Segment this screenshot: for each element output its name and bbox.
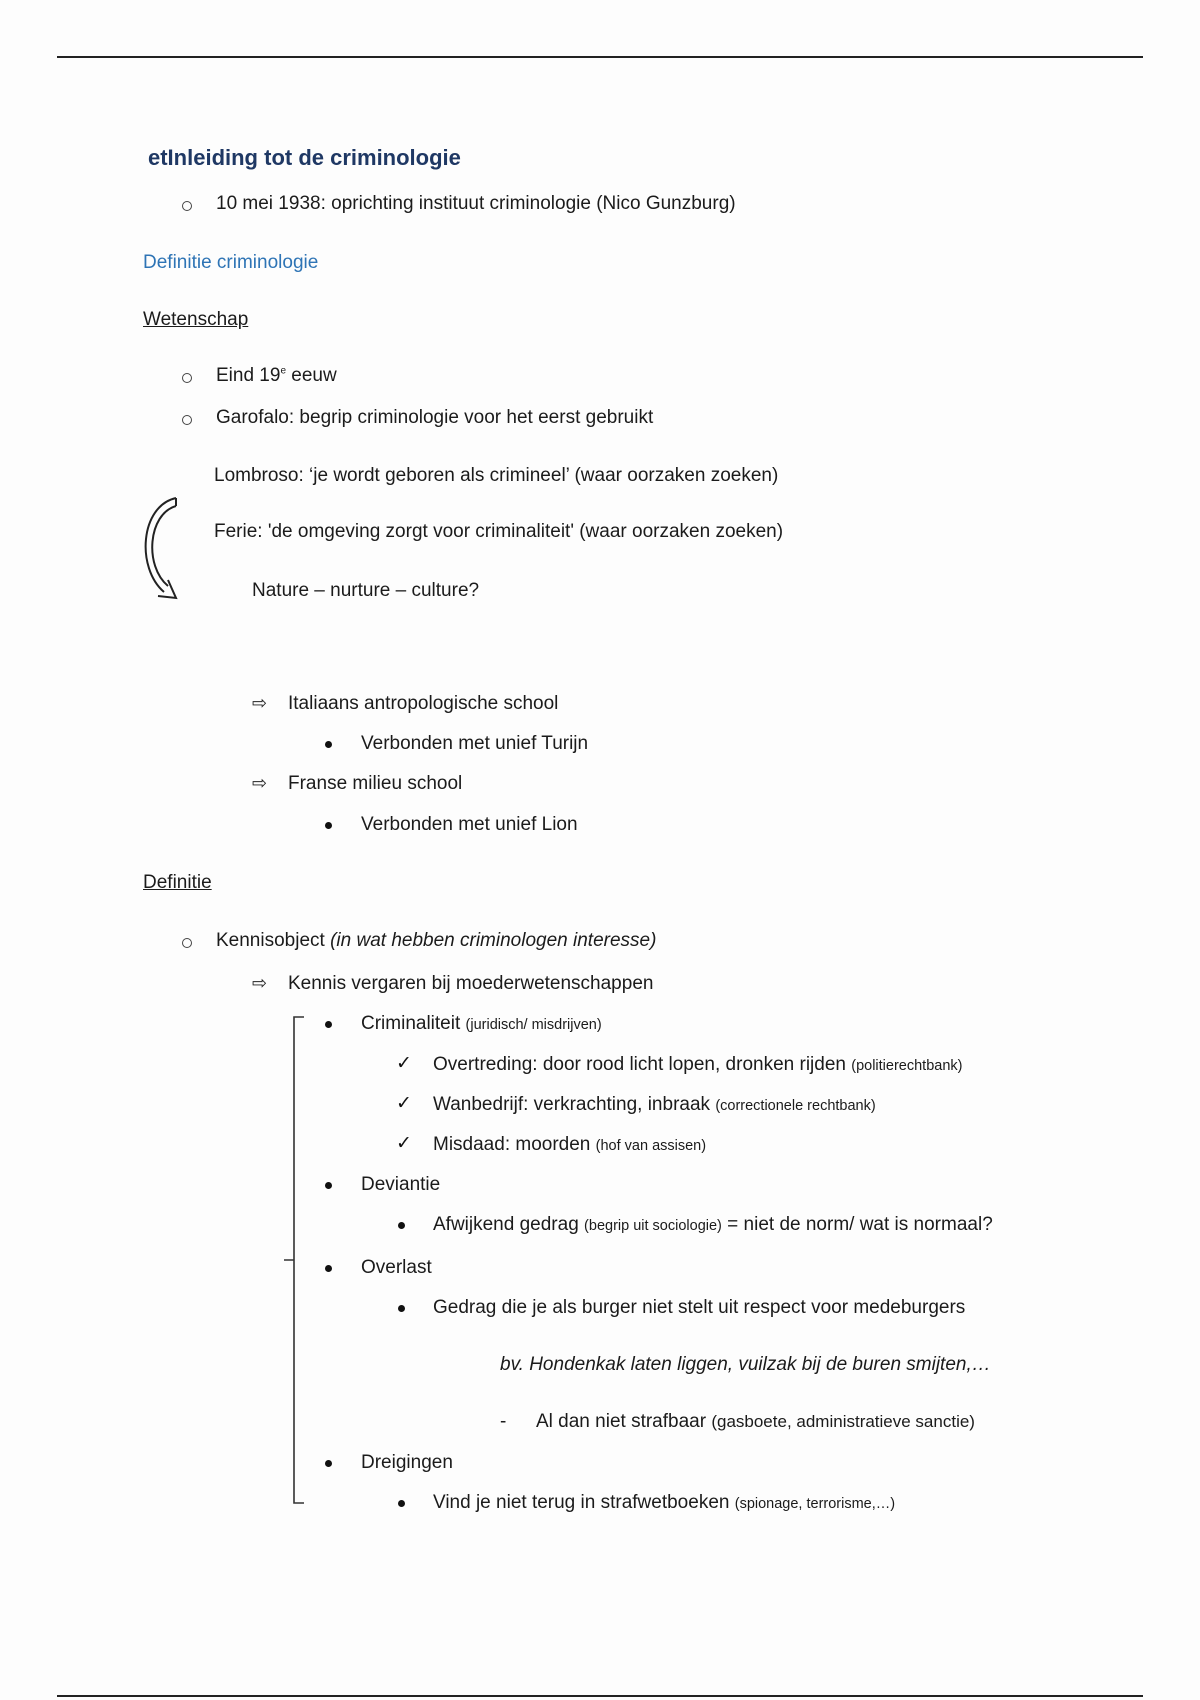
dash-marker: - [500, 1411, 507, 1432]
bullet-dot-icon [325, 1460, 332, 1467]
bullet-dot-icon [325, 741, 332, 748]
bullet-dot-icon [398, 1305, 405, 1312]
checkmark-icon: ✓ [396, 1133, 412, 1154]
strafbaar-line [536, 1411, 975, 1433]
criminaliteit-note: (juridisch/ misdrijven) [465, 1017, 602, 1033]
wanbedrijf-note: (correctionele rechtbank) [715, 1098, 876, 1114]
kennisobject-line [216, 930, 656, 952]
afwijkend-note: (begrip uit sociologie) [584, 1218, 722, 1234]
eind-line [216, 365, 337, 387]
definitie-heading: Definitie [143, 872, 212, 893]
overtreding-note: (politierechtbank) [851, 1058, 963, 1074]
bullet-dot-icon [398, 1222, 405, 1229]
voorbeeld-line [500, 1354, 991, 1376]
vergaren-line: Kennis vergaren bij moederwetenschappen [288, 973, 654, 994]
eind-suffix: eeuw [286, 365, 337, 386]
misdaad-line [433, 1134, 706, 1156]
afwijkend-text: Afwijkend gedrag [433, 1214, 585, 1235]
wetenschap-heading: Wetenschap [143, 309, 249, 330]
afwijkend-line [433, 1214, 993, 1236]
overlast-line: Overlast [361, 1257, 432, 1278]
arrow-right-icon: ⇨ [252, 973, 268, 993]
checkmark-icon: ✓ [396, 1053, 412, 1074]
afwijkend-text-b: = niet de norm/ wat is normaal? [721, 1214, 993, 1235]
kennisobject-text: Kennisobject [216, 930, 331, 951]
bullet-dot-icon [325, 822, 332, 829]
eind-prefix: Eind 19 [216, 365, 281, 386]
bottom-rule [57, 1695, 1143, 1697]
circle-bullet-icon [182, 201, 192, 211]
voorbeeld-text: bv. Hondenkak laten liggen, vuilzak bij de buren smijten,… [500, 1354, 991, 1375]
bullet-dot-icon [325, 1021, 332, 1028]
eind-sup: e [280, 365, 287, 377]
garofalo-line: Garofalo: begrip criminologie voor het eerst gebruikt [216, 407, 654, 428]
turijn-line: Verbonden met unief Turijn [361, 733, 589, 754]
brace-icon [280, 1015, 310, 1505]
wanbedrijf-line [433, 1094, 876, 1116]
overtreding-line [433, 1054, 962, 1076]
dreigingen-line: Dreigingen [361, 1452, 453, 1473]
circle-bullet-icon [182, 415, 192, 425]
nature-line: Nature – nurture – culture? [252, 580, 480, 601]
bullet-dot-icon [398, 1500, 405, 1507]
checkmark-icon: ✓ [396, 1093, 412, 1114]
lombroso-line: Lombroso: ‘je wordt geboren als crimineel’ (waar oorzaken zoeken) [214, 465, 779, 486]
founding-line: 10 mei 1938: oprichting instituut criminologie (Nico Gunzburg) [216, 193, 736, 214]
misdaad-note: (hof van assisen) [595, 1138, 707, 1154]
criminaliteit-line [361, 1013, 602, 1035]
curved-arrow-icon [136, 492, 186, 607]
lion-line: Verbonden met unief Lion [361, 814, 578, 835]
strafbaar-text: Al dan niet strafbaar [536, 1411, 712, 1432]
deviantie-line: Deviantie [361, 1174, 441, 1195]
wanbedrijf-text: Wanbedrijf: verkrachting, inbraak [433, 1094, 716, 1115]
french-school: Franse milieu school [288, 773, 463, 794]
bullet-dot-icon [325, 1265, 332, 1272]
arrow-right-icon: ⇨ [252, 773, 268, 793]
circle-bullet-icon [182, 938, 192, 948]
overtreding-text: Overtreding: door rood licht lopen, dronken rijden [433, 1054, 852, 1075]
italian-school: Italiaans antropologische school [288, 693, 559, 714]
circle-bullet-icon [182, 373, 192, 383]
top-rule [57, 56, 1143, 58]
vind-note: (spionage, terrorisme,…) [734, 1496, 896, 1512]
vind-line [433, 1492, 895, 1514]
criminaliteit-text: Criminaliteit [361, 1013, 466, 1034]
bullet-dot-icon [325, 1182, 332, 1189]
strafbaar-note: (gasboete, administratieve sanctie) [711, 1412, 975, 1431]
misdaad-text: Misdaad: moorden [433, 1134, 596, 1155]
ferie-line: Ferie: 'de omgeving zorgt voor criminaliteit' (waar oorzaken zoeken) [214, 521, 784, 542]
section-heading: Definitie criminologie [143, 252, 319, 273]
kennisobject-note: (in wat hebben criminologen interesse) [330, 930, 657, 951]
page-title: etInleiding tot de criminologie [148, 145, 461, 170]
arrow-right-icon: ⇨ [252, 693, 268, 713]
vind-text: Vind je niet terug in strafwetboeken [433, 1492, 735, 1513]
gedrag-line: Gedrag die je als burger niet stelt uit respect voor medeburgers [433, 1297, 966, 1318]
